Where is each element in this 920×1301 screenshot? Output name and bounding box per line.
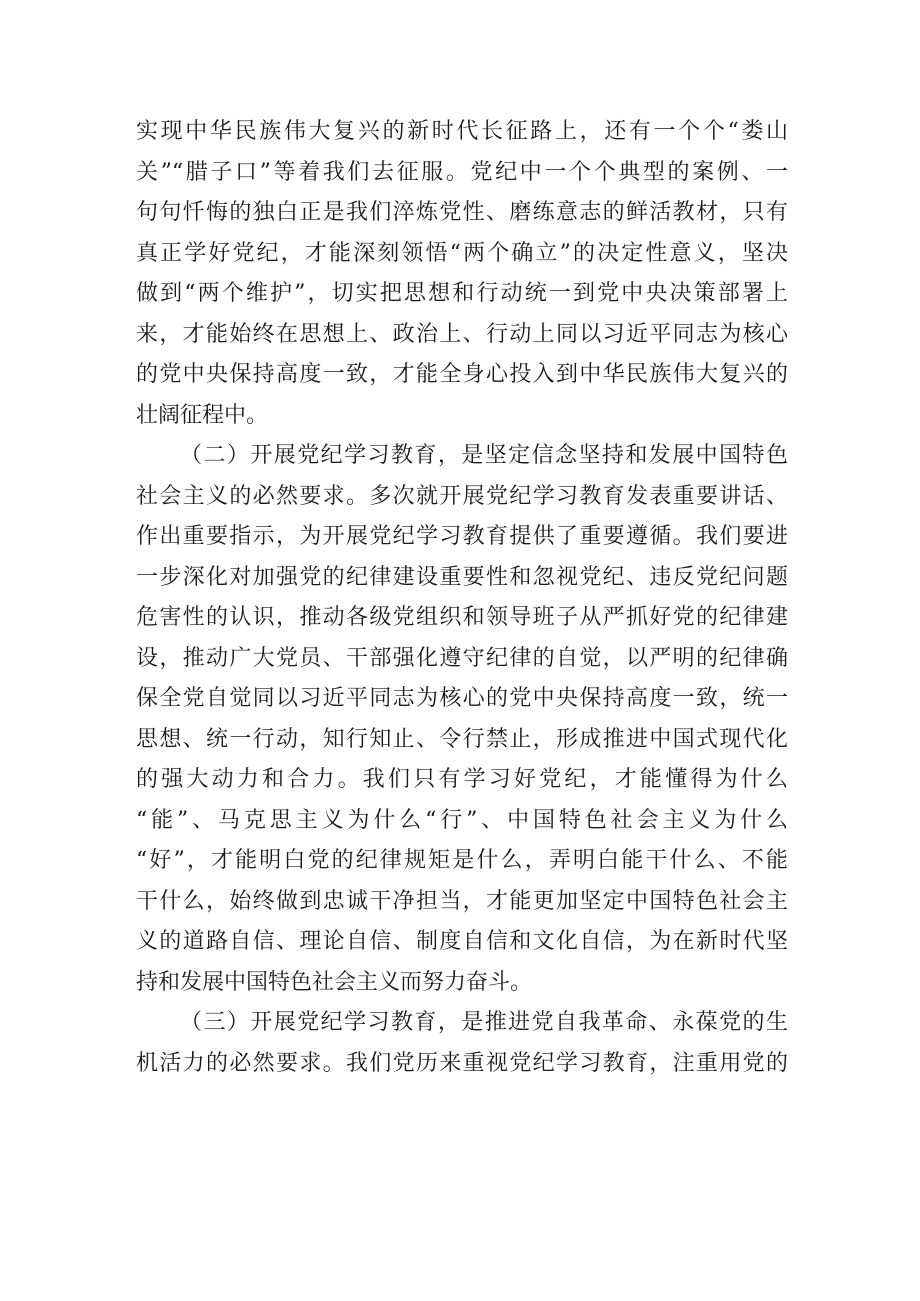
text-line: 句句忏悔的独白正是我们淬炼党性、磨练意志的鲜活教材，只有 xyxy=(136,200,788,225)
text-line: 保全党自觉同以习近平同志为核心的党中央保持高度一致，统一 xyxy=(136,686,788,711)
text-line: 思想、统一行动，知行知止、令行禁止，形成推进中国式现代化 xyxy=(136,726,788,752)
text-line: 实现中华民族伟大复兴的新时代长征路上，还有一个个“娄山 xyxy=(136,119,788,144)
text-line: 壮阔征程中。 xyxy=(136,402,269,428)
text-line: 关”“腊子口”等着我们去征服。党纪中一个个典型的案例、一 xyxy=(136,159,788,185)
text-line: 来，才能始终在思想上、政治上、行动上同以习近平同志为核心 xyxy=(136,321,788,347)
text-line: 持和发展中国特色社会主义而努力奋斗。 xyxy=(136,969,533,995)
text-line: 的强大动力和合力。我们只有学习好党纪，才能懂得为什么 xyxy=(136,767,788,792)
text-line: 做到“两个维护”，切实把思想和行动统一到党中央决策部署上 xyxy=(136,281,788,306)
text-line: （二）开展党纪学习教育，是坚定信念坚持和发展中国特色 xyxy=(180,443,788,468)
text-line: 社会主义的必然要求。多次就开展党纪学习教育发表重要讲话、 xyxy=(136,483,788,509)
text-line: 作出重要指示，为开展党纪学习教育提供了重要遵循。我们要进 xyxy=(136,524,788,549)
text-line: 机活力的必然要求。我们党历来重视党纪学习教育，注重用党的 xyxy=(136,1050,788,1076)
text-line: 设，推动广大党员、干部强化遵守纪律的自觉，以严明的纪律确 xyxy=(136,645,788,671)
text-line: 一步深化对加强党的纪律建设重要性和忽视党纪、违反党纪问题 xyxy=(136,564,788,590)
text-line: “能”、马克思主义为什么“行”、中国特色社会主义为什么 xyxy=(136,807,788,833)
text-line: （三）开展党纪学习教育，是推进党自我革命、永葆党的生 xyxy=(180,1010,788,1035)
text-line: “好”，才能明白党的纪律规矩是什么，弄明白能干什么、不能 xyxy=(136,848,788,873)
text-line: 真正学好党纪，才能深刻领悟“两个确立”的决定性意义，坚决 xyxy=(136,240,788,266)
text-line: 义的道路自信、理论自信、制度自信和文化自信，为在新时代坚 xyxy=(136,929,788,954)
text-line: 危害性的认识，推动各级党组织和领导班子从严抓好党的纪律建 xyxy=(136,605,788,630)
text-line: 干什么，始终做到忠诚干净担当，才能更加坚定中国特色社会主 xyxy=(136,888,788,914)
text-line: 的党中央保持高度一致，才能全身心投入到中华民族伟大复兴的 xyxy=(136,362,788,387)
body-text xyxy=(136,112,788,1084)
